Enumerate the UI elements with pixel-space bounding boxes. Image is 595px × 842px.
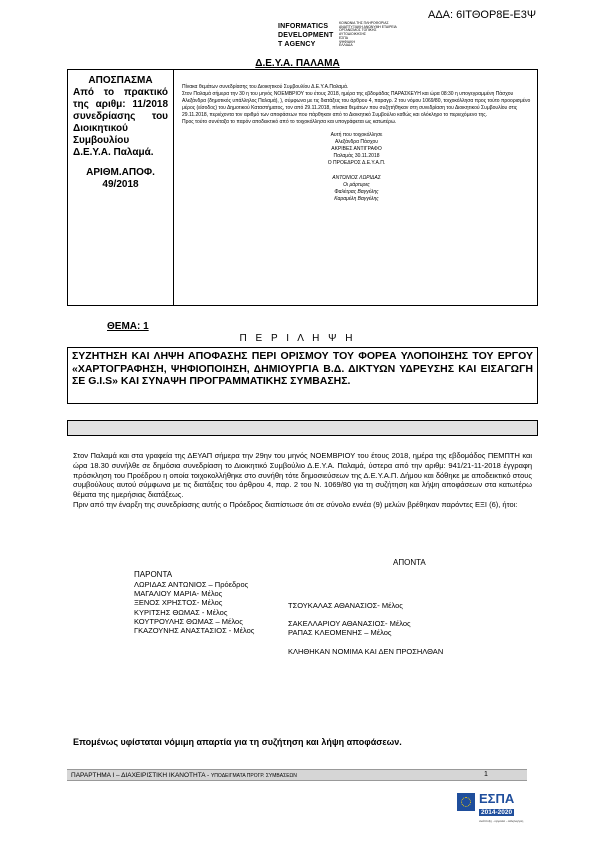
list-item: ΚΥΡΙΤΣΗΣ ΘΩΜΑΣ - Μέλος — [134, 607, 228, 617]
list-item: ΞΕΝΟΣ ΧΡΗΣΤΟΣ- Μέλος — [134, 598, 223, 608]
list-item: ΚΟΥΤΡΟΥΛΗΣ ΘΩΜΑΣ – Μέλος — [134, 616, 243, 626]
list-item: ΣΑΚΕΛΛΑΡΙΟΥ ΑΘΑΝΑΣΙΟΣ- Μέλος — [288, 619, 411, 629]
espa-name: ΕΣΠΑ — [479, 791, 515, 806]
espa-years: 2014-2020 — [481, 809, 513, 816]
list-item: ΛΩΡΙΔΑΣ ΑΝΤΩΝΙΟΣ – Πρόεδρος — [134, 580, 249, 589]
certification-block: Αυτή που τοιχοκόλλησε Αλεξάνδρα Πάσχου ΑΚΡΙΒΕΣ ΑΝΤΙΓΡΑΦΟ Παλαμάς 30.11.2018 Ο ΠΡΟΕΔΡΟΣ Δ.Ε.Υ.Α.Π. — [327, 132, 386, 166]
espa-tagline: ανάπτυξη - εργασία - αλληλεγγύη — [479, 819, 524, 823]
decision-label: ΑΡΙΘΜ.ΑΠΟΦ. — [86, 167, 155, 178]
minutes-body — [73, 451, 532, 510]
signature-block: ΑΝΤΩΝΙΟΣ ΛΩΡΙΔΑΣ Οι μάρτυρες Φαλέτρας Βαγγέλης Καραμέλη Βαγγέλης — [332, 175, 381, 202]
list-item: ΡΑΠΑΣ ΚΛΕΟΜΕΝΗΣ – Μέλος — [288, 628, 392, 638]
absent-members-list — [288, 601, 513, 656]
page-number: 1 — [484, 771, 488, 778]
minutes-paragraph-2: Πριν από την έναρξη της συνεδρίασης αυτής ο Πρόεδρος διαπίστωσε ότι σε σύνολο εννέα (9) μελών βρέθηκαν παρόντες ΕΞΙ (6), ήτοι: — [73, 499, 518, 509]
excerpt-title: ΑΠΟΣΠΑΣΜΑ — [88, 75, 153, 86]
ada-code: ΑΔΑ: 6ΙΤΘΟΡ8Ε-Ε3Ψ — [428, 9, 537, 21]
present-members-list — [134, 580, 282, 635]
theme-label: ΘΕΜΑ: 1 — [107, 321, 149, 332]
logo-text: INFORMATICS DEVELOPMENT T AGENCY — [278, 23, 334, 48]
absent-header: ΑΠΟΝΤΑ — [393, 558, 426, 567]
posting-paragraph-1: Πίνακα θεμάτων συνεδρίασης του Διοικητικού Συμβουλίου Δ.Ε.Υ.Α.Παλαμά. — [182, 84, 349, 90]
subject-box: ΣΥΖΗΤΗΣΗ ΚΑΙ ΛΗΨΗ ΑΠΟΦΑΣΗΣ ΠΕΡΙ ΟΡΙΣΜΟΥ ΤΟΥ ΦΟΡΕΑ ΥΛΟΠΟΙΗΣΗΣ ΤΟΥ ΕΡΓΟΥ «ΧΑΡΤΟΓΡΑΦΗΣΗ, ΨΗΦΙΟΠΟΙΗΣΗ, ΔΗΜΙΟΥΡΓΙΑ Β.Δ. ΔΙΚΤΥΩΝ ΥΔΡΕΥΣΗΣ ΚΑΙ ΕΙΣΑΓΩΓΗ ΣΕ G.I.S» ΚΑΙ ΣΥΝΑΨΗ ΠΡΟΓΡΑΜΜΑΤΙΚΗΣ ΣΥΜΒΑΣΗΣ. — [67, 347, 538, 404]
gray-divider-bar — [67, 420, 538, 436]
quorum-statement: Επομένως υφίσταται νόμιμη απαρτία για τη συζήτηση και λήψη αποφάσεων. — [73, 737, 402, 747]
footer-text: ΠΑΡΑΡΤΗΜΑ Ι – ΔΙΑΧΕΙΡΙΣΤΙΚΗ ΙΚΑΝΟΤΗΤΑ - ΥΠΟΔΕΙΓΜΑΤΑ ΠΡΟΓΡ. ΣΥΜΒΑΣΕΩΝ — [71, 772, 297, 779]
excerpt-body: Από το πρακτικό της αριθμ: 11/2018 συνεδρίασης του Διοικητικού Συμβουλίου Δ.Ε.Υ.Α. Παλαμά. — [73, 87, 168, 158]
posting-paragraph-2: Στον Παλαμά σήμερα την 30 η του μηνός ΝΟΕΜΒΡΙΟΥ του έτους 2018, ημέρα της εβδομάδας ΠΑΡΑΣΚΕΥΗ και ώρα 08:30 η υπογεγραμμένη Πάσχου Αλεξάνδρα (δημοτικός υπάλληλος Παλαμά), ), σύμφωνα με τις διατάξεις του άρθρου 4, παραγρ. 2 του νόμου 1069/80, τοιχοκόλλησα προς τούτο προορισμένο μέρος (είσοδος) του Δημοτικού Καταστήματος, τον από 29.11.2018, πίνακα θεμάτων που συζητήθηκαν στη συνεδρίαση του Διοικητικού Συμβουλίου στις 29.11.2018, περιέχοντα τον αριθμό των αποφάσεων που πάρθηκαν από το Διοικητικό Συμβούλιο καθώς και ολόκληρο το περιεχόμενο της. — [182, 91, 531, 118]
list-item: ΓΚΑΖΟΥΝΗΣ ΑΝΑΣΤΑΣΙΟΣ - Μέλος — [134, 626, 255, 636]
espa-logo — [457, 790, 525, 836]
list-item: ΚΛΗΘΗΚΑΝ ΝΟΜΙΜΑ ΚΑΙ ΔΕΝ ΠΡΟΣΗΛΘΑΝ — [288, 646, 444, 656]
excerpt-right-cell — [174, 70, 537, 305]
logo-small-text: ΚΟΙΝΩΝΙΑ ΤΗΣ ΠΛΗΡΟΦΟΡΙΑΣ ΑΝΑΠΤΥΞΙΑΚΗ ΑΝΩΝΥΜΗ ΕΤΑΙΡΕΙΑ ΟΡΓΑΝΙΣΜΟΣ ΤΟΠΙΚΗΣ ΑΥΤΟΔΙΟΙΚΗΣΗΣ ΕΣΠΑ ΨΗΦΙΑΚΗ ΕΛΛΑΔΑ — [339, 21, 397, 48]
organization-title: Δ.Ε.Υ.Α. ΠΑΛΑΜΑ — [255, 58, 340, 69]
eu-flag-icon — [457, 793, 475, 811]
present-header: ΠΑΡΟΝΤΑ — [134, 570, 173, 579]
summary-heading: Π Ε Ρ Ι Λ Η Ψ Η — [239, 333, 356, 344]
footer-bar — [67, 769, 527, 781]
excerpt-table — [67, 69, 538, 306]
decision-number: 49/2018 — [102, 179, 139, 190]
list-item: ΤΣΟΥΚΑΛΑΣ ΑΘΑΝΑΣΙΟΣ- Μέλος — [288, 601, 403, 610]
posting-paragraph-3: Προς τούτο συνέταξα το παρόν αποδεικτικό από το τοιχοκόλλησα και υπογράφεται ως κατωτέρω. — [182, 119, 397, 125]
excerpt-left-cell — [68, 70, 174, 305]
informatics-agency-logo — [278, 22, 398, 48]
list-item: ΜΑΓΑΛΙΟΥ ΜΑΡΙΑ- Μέλος — [134, 589, 223, 599]
minutes-paragraph-1: Στον Παλαμά και στα γραφεία της ΔΕΥΑΠ σήμερα την 29ην του μηνός ΝΟΕΜΒΡΙΟΥ του έτους 2018, ημέρα της εβδομάδος ΠΕΜΠΤΗ και ώρα 18.30 συνήλθε σε δημόσια συνεδρίαση το Διοικητικό Συμβούλιο Δ.Ε.Υ.Α. Παλαμά, ύστερα από την αριθμ: 941/21-11-2018 έγγραφη πρόσκληση του Προέδρου η οποία τοιχοκολλήθηκε στο συνήθη τότε δημοσιεύσεων της Δ.Ε.Υ.Α.Π. Δήμου και δόθηκε με αποδεικτικό στους συμβούλους αυτού σύμφωνα με τις διατάξεις του άρθρου 4, παρ. 2 του Ν. 1069/80 για τη συζήτηση και λήψη αποφάσεων στα κατωτέρω θέματα της ημερήσιας διατάξεως. — [73, 451, 532, 500]
